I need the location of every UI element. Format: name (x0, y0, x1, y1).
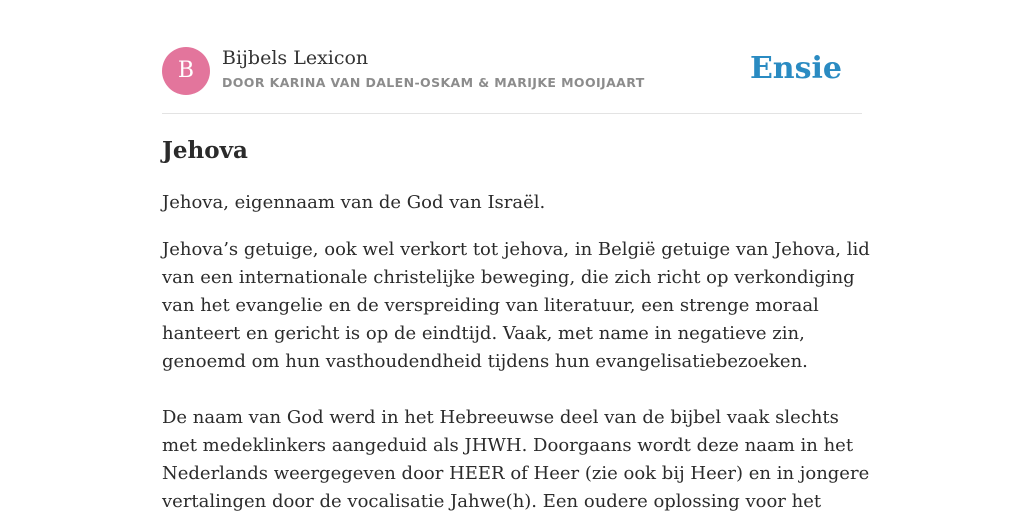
entry-paragraph-definition: Jehova, eigennaam van de God van Israël. (162, 192, 546, 213)
entry-paragraph-getuige: Jehova’s getuige, ook wel verkort tot jehova, in België getuige van Jehova, lid van een internationale christelijke beweging, die zich richt op verkondiging van het evangelie en de verspreiding van literatuur, een strenge moraal hanteert en gericht is op de eindtijd. Vaak, met name in negatieve zin, genoemd om hun vasthoudendheid tijdens hun evangelisatiebezoeken. (162, 239, 870, 372)
ensie-logo[interactable]: Ensie (749, 51, 842, 86)
book-authors: DOOR KARINA VAN DALEN-OSKAM & MARIJKE MOOIJAART (222, 75, 645, 90)
entry-paragraph-naam: De naam van God werd in het Hebreeuwse deel van de bijbel vaak slechts met medeklinkers aangeduid als JHWH. Doorgaans wordt deze naam in het Nederlands weergegeven door HEER of Heer (zie ook bij Heer) en in jongere vertalingen door de vocalisatie Jahwe(h). Een oudere oplossing voor het (162, 407, 870, 512)
entry-title: Jehova (162, 137, 248, 164)
book-avatar[interactable]: B (162, 47, 210, 95)
book-title-link[interactable]: Bijbels Lexicon (222, 47, 369, 69)
book-header (162, 0, 862, 114)
article-container (162, 0, 870, 512)
entry-body (162, 189, 872, 512)
